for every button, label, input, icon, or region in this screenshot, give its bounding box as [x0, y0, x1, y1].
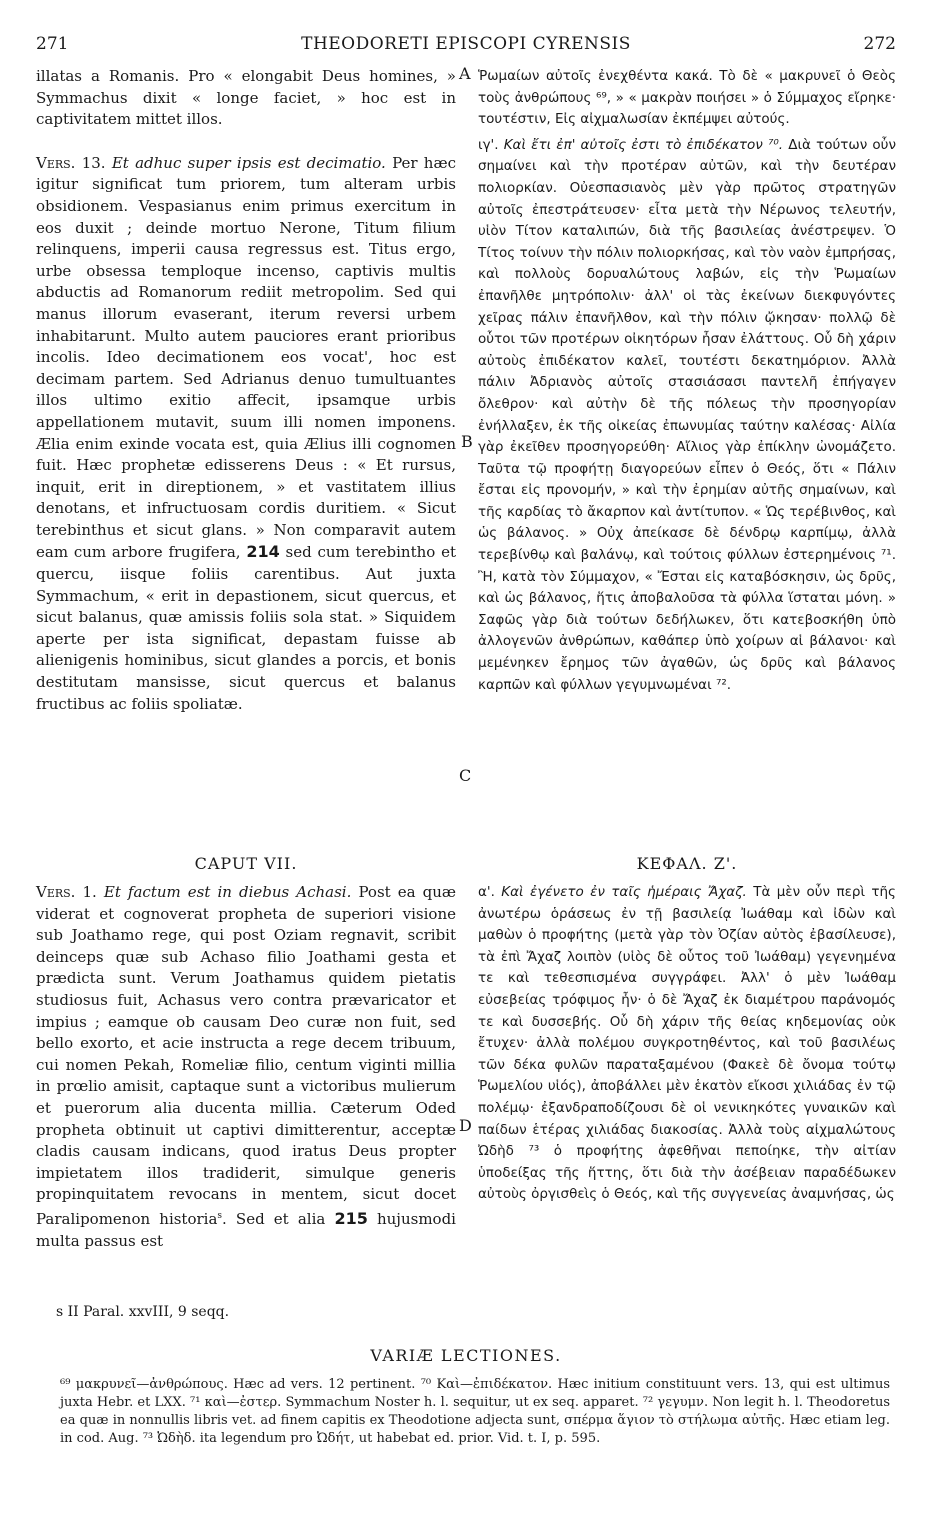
latin-vers1-tail: hujusmodi multa passus est	[36, 1209, 456, 1250]
greek-vers13-label: ιγ'.	[478, 136, 499, 153]
running-title: THEODORETI EPISCOPI CYRENSIS	[301, 34, 631, 54]
page-marker-215: 215	[334, 1208, 368, 1228]
footnote-ref-s: s	[217, 1210, 223, 1221]
kephal-heading: ΚΕΦΑΛ. Ζ'.	[636, 854, 738, 873]
right-page-number: 272	[863, 34, 896, 54]
latin-vers13-title: Et adhuc super ipsis est decimatio.	[111, 153, 386, 172]
page-marker-214: 214	[246, 542, 280, 562]
greek-vers13	[478, 135, 896, 696]
latin-vers1-label: Vers. 1.	[36, 883, 97, 901]
greek-vers1-title: Καὶ ἐγένετο ἐν ταῖς ἡμέραις Ἄχαζ.	[501, 884, 747, 900]
caput-heading: CAPUT VII.	[194, 854, 298, 873]
margin-letter-b: B	[461, 432, 473, 451]
latin-vers1-text: Post ea quæ viderat et cognoverat propheta de superiori visione sub Joathamo rege, qui post Oziam regnavit, scribit deinceps quæ sub Achaso filio Joathami gesta et prædicta sunt. Verum Joathamus quidem pietatis studiosus fuit, Achasus vero contra prævaricator et impius ; eamque ob causam Deo curæ non fuit, sed bello exorto, et acie instructa a rege decem tribuum, cui nomen Pekah, Romeliæ filio, centum viginti millia in prœlio amisit, captaque sunt a victoribus mulierum et puerorum alia ducenta millia. Cæterum Oded propheta obtinuit ut captivi dimitterentur, acceptæ cladis causam indicans, quod iratus Deus propter impietatem illos tradiderit, simulque generis propinquitatem revocans in mentem, sicut docet Paralipomenon historia	[36, 883, 456, 1228]
greek-intro: Ῥωμαίων αὐτοῖς ἐνεχθέντα κακά. Τὸ δὲ « μακρυνεῖ ὁ Θεὸς τοὺς ἀνθρώπους ⁶⁹, » « μακρὰν ποιήσει » ὁ Σύμμαχος εἴρηκε· τουτέστιν, Εἰς αἰχμαλωσίαν ἐκπέμψει αὐτούς.	[478, 68, 896, 128]
variae-lectiones-text: ⁶⁹ μακρυνεῖ—ἀνθρώπους. Hæc ad vers. 12 pertinent. ⁷⁰ Καὶ—ἐπιδέκατον. Hæc initium constituunt vers. 13, qui est ultimus juxta Hebr. et LXX. ⁷¹ καὶ—ἐστερ. Symmachum Noster h. l. sequitur, ut ex seq. apparet. ⁷² γεγυμν. Non legit h. l. Theodoretus ea quæ in nonnullis libris vet. ad finem capitis ex Theodotione adjecta sunt, σπέρμα ἅγιον τὸ στήλωμα αὐτῆς. Hæc etiam leg. in cod. Aug. ⁷³ Ὠδὴδ. ita legendum pro Ὠδήτ, ut habebat ed. prior. Vid. t. I, p. 595.	[60, 1377, 890, 1446]
latin-vers1-title: Et factum est in diebus Achasi.	[103, 883, 352, 901]
variae-lectiones-title: VARIÆ LECTIONES.	[370, 1346, 562, 1365]
latin-intro: illatas a Romanis. Pro « elongabit Deus homines, » Symmachus dixit « longe faciet, » hoc est in captivitatem mittet illos.	[36, 67, 456, 129]
latin-vers13	[36, 153, 456, 715]
margin-letter-c: C	[459, 766, 472, 785]
latin-footnote: s II Paral. xxvIII, 9 seqq.	[56, 1304, 230, 1320]
latin-vers1-end: . Sed et alia	[222, 1209, 326, 1228]
latin-column-top	[36, 66, 456, 715]
greek-vers13-text: Διὰ τούτων οὖν σημαίνει καὶ τὴν προτέραν αὐτῶν, καὶ τὴν δευτέραν πολιορκίαν. Οὐεσπασιανὸς μὲν γὰρ πρῶτος στρατηγῶν αὐτοῖς ἐπεστράτευσεν· εἶτα μετὰ τὴν Νέρωνος τελευτήν, υἱὸν Τίτον καταλιπών, διὰ τῆς βασιλείας ἀνέστρεψεν. Ὁ Τίτος τοίνυν τὴν πόλιν πολιορκήσας, καὶ τὸν ναὸν ἐμπρήσας, καὶ πολλοὺς δορυαλώτους λαβών, εἰς τὴν Ῥωμαίων ἐπανῆλθε μητρόπολιν· ἀλλ' οἱ τὰς ἐκείνων διεκφυγόντες χεῖρας πάλιν ἐπανῆλθον, καὶ τὴν πόλιν ᾤκησαν· πολλῷ δὲ οὗτοι τῶν προτέρων οἰκητόρων ἦσαν ἐλάττους. Οὗ δὴ χάριν αὐτοὺς ἐπιδέκατον καλεῖ, τουτέστι δεκατημόριον. Ἀλλὰ πάλιν Ἀδριανὸς αὐτοῖς στασιάσασι παντελῆ ἐπήγαγεν ὄλεθρον· καὶ αὐτὴν δὲ τῆς πόλεως τὴν προσηγορίαν ἐνήλλαξεν, ἐκ τῆς οἰκείας ἐπωνυμίας ταύτην καλέσας· Αἰλία γὰρ ἐκεῖθεν προσηγορεύθη· Αἴλιος γὰρ ἐπίκλην ὠνομάζετο. Ταῦτα τῷ προφήτῃ διαγορεύων εἶπεν ὁ Θεός, ὅτι « Πάλιν ἔσται εἰς προνομήν, » καὶ τὴν ἐρημίαν αὐτῆς σημαίνων, καὶ τῆς καρδίας τὸ ἄκαρπον καὶ ἀντίτυπον. « Ὡς τερέβινθος, καὶ ὡς βάλανος. » Οὐχ ἀπείκασε δὲ δένδρῳ καρπίμῳ, ἀλλὰ τερεβίνθῳ καὶ βαλάνῳ, καὶ τούτοις φύλλων ἐστερημένοις ⁷¹. Ἢ, κατὰ τὸν Σύμμαχον, « Ἔσται εἰς καταβόσκησιν, ὡς δρῦς, καὶ ὡς βάλανος, ἥτις ἀποβαλοῦσα τὰ φύλλα ἵσταται μόνη. » Σαφῶς γὰρ διὰ τούτων δεδήλωκεν, ὅτι κατεβοσκήθη ὑπὸ ἀλλογενῶν ἀνθρώπων, καθάπερ ὑπὸ χοίρων αἱ βάλανοι· καὶ μεμένηκεν ἔρημος τῶν ἀγαθῶν, ὡς δρῦς καὶ βάλανος καρπῶν καὶ φύλλων γεγυμνωμέναι ⁷².	[478, 136, 896, 693]
greek-column-bottom	[478, 882, 896, 1206]
greek-vers1-label: α'.	[478, 884, 495, 900]
margin-letter-a: A	[459, 64, 471, 83]
greek-column-top	[478, 66, 896, 696]
page-header	[36, 34, 896, 62]
latin-vers13-label: Vers. 13.	[36, 153, 106, 172]
greek-vers13-title: Καὶ ἔτι ἐπ' αὐτοῖς ἐστι τὸ ἐπιδέκατον ⁷⁰.	[503, 136, 784, 153]
margin-letter-d: D	[459, 1116, 472, 1135]
left-page-number: 271	[36, 34, 69, 54]
greek-vers1-text: Τὰ μὲν οὖν περὶ τῆς ἀνωτέρω ὁράσεως ἐν τῇ βασιλείᾳ Ἰωάθαμ καὶ ἰδὼν καὶ μαθὼν ὁ προφήτης (μετὰ γὰρ τὸν Ὀζίαν αὐτὸς ἐβασίλευσε), τὰ ἐπὶ Ἄχαζ λοιπὸν (υἱὸς δὲ οὗτος τοῦ Ἰωάθαμ) γεγενημένα τε καὶ τεθεσπισμένα συγγράφει. Ἀλλ' ὁ μὲν Ἰωάθαμ εὐσεβείας τρόφιμος ἦν· ὁ δὲ Ἄχαζ ἐκ διαμέτρου παράνομός τε καὶ δυσσεβής. Οὗ δὴ χάριν τῆς θείας κηδεμονίας οὐκ ἔτυχεν· ἀλλὰ πολέμου συγκροτηθέντος, καὶ τοῦ βασιλέως τῶν δέκα φυλῶν παραταξαμένου (Φακεὲ δὲ ὄνομα τούτῳ Ῥωμελίου υἱός), ἀποβάλλει μὲν ἑκατὸν εἴκοσι χιλιάδας ἐν τῷ πολέμῳ· ἐξανδραποδίζουσι δὲ οἱ νενικηκότες γυναικῶν καὶ παίδων ἑτέρας χιλιάδας διακοσίας. Ἀλλὰ τοὺς αἰχμαλώτους Ὠδὴδ ⁷³ ὁ προφήτης ἀφεθῆναι πεποίηκε, τὴν αἰτίαν ὑποδείξας τῆς ἥττης, ὅτι διὰ τὴν ἀσέβειαν παραδέδωκεν αὐτοὺς ὀργισθεὶς ὁ Θεός, καὶ τῆς συγγενείας ἀναμνήσας, ὡς	[478, 884, 896, 1203]
latin-vers1	[36, 882, 456, 1252]
latin-vers13-text2: sed cum terebintho et quercu, iisque foliis carentibus. Aut juxta Symmachum, « erit in depastionem, sicut quercus, et sicut balanus, quæ amissis foliis sola stat. » Siquidem aperte per ista significat, depastam fuisse ab alienigenis hominibus, sicut glandes a porcis, et bonis destitutam mansisse, sicut quercus et balanus fructibus ac foliis spoliatæ.	[36, 543, 456, 713]
greek-vers1	[478, 882, 896, 1206]
latin-vers13-text: Per hæc igitur significat tum priorem, tum alteram urbis obsidionem. Vespasianus enim primus exercitum in eos duxit ; deinde mortuo Nerone, Titum filium relinquens, imperii causa regressus est. Titus ergo, urbe obsessa temploque incenso, captivis multis abductis ad Romanorum rediit metropolim. Sed qui manus illorum evaserant, iterum reversi urbem inhabitarunt. Multo autem pauciores erant prioribus incolis. Ideo decimationem eos vocat', hoc est decimam partem. Sed Adrianus denuo tumultuantes illos ultimo exitio affecit, ipsamque urbis appellationem mutavit, suum illi nomen imponens. Ælia enim exinde vocata est, quia Ælius illi cognomen fuit. Hæc prophetæ edisserens Deus : « Et rursus, inquit, erit in direptionem, » et vastitatem illius denotans, et infructuosam cordis duritiem. « Sicut terebinthus et sicut glans. » Non comparavit autem eam cum arbore frugifera,	[36, 153, 456, 562]
latin-column-bottom	[36, 882, 456, 1252]
